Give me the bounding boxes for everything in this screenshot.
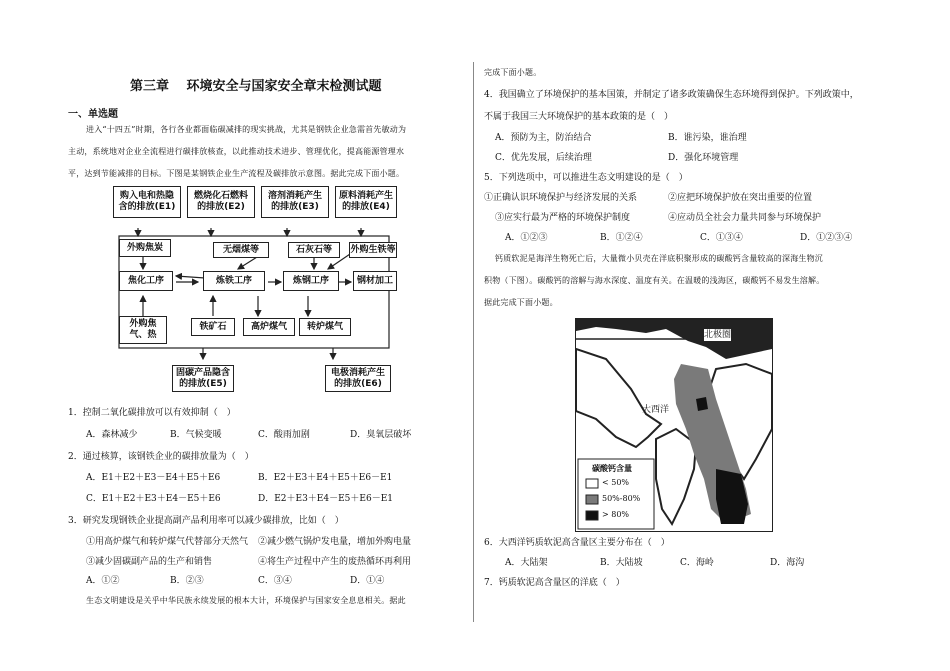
q3-item-2: ②减少燃气锅炉发电量，增加外购电量 (258, 537, 412, 547)
q1-opt-c[interactable]: C．酸雨加剧 (258, 430, 310, 440)
q3-opt-b[interactable]: B．②③ (170, 576, 204, 586)
column-divider (473, 62, 474, 622)
q6-opt-d[interactable]: D．海沟 (770, 558, 805, 568)
q2-opt-b[interactable]: B．E2＋E3＋E4＋E5＋E6－E1 (258, 473, 393, 483)
q2-opt-c[interactable]: C．E1＋E2＋E3＋E4－E5＋E6 (86, 494, 221, 504)
q2-opt-d[interactable]: D．E2＋E3＋E4－E5＋E6－E1 (258, 494, 393, 504)
q4-stem-2: 不属于我国三大环境保护的基本政策的是（ ） (484, 112, 674, 122)
box-bf-gas: 高炉煤气 (243, 318, 295, 336)
box-steelmaking: 炼钢工序 (283, 271, 339, 291)
box-coking: 焦化工序 (119, 271, 173, 291)
q4-opt-c[interactable]: C．优先发展，后续治理 (495, 153, 592, 163)
q5-opt-d[interactable]: D．①②③④ (800, 233, 853, 243)
intro2-line-2: 积物（下图）。碳酸钙的溶解与海水深度、温度有关。在温暖的浅海区，碳酸钙不易发生溶解。 (484, 276, 825, 285)
q5-item-4: ④应动员全社会力量共同参与环境保护 (668, 213, 822, 223)
page-title: 第三章 环境安全与国家安全章末检测试题 (130, 79, 382, 94)
q2-stem: 2．通过核算，该钢铁企业的碳排放量为（ ） (68, 452, 254, 462)
box-e5: 固碳产品隐含 的排放(E5) (172, 365, 234, 392)
q1-stem: 1．控制二氧化碳排放可以有效抑制（ ） (68, 408, 236, 418)
q3-stem: 3．研究发现钢铁企业提高副产品利用率可以减少碳排放，比如（ ） (68, 516, 344, 526)
q3-opt-d[interactable]: D．①④ (350, 576, 385, 586)
q1-opt-d[interactable]: D．臭氧层破坏 (350, 430, 412, 440)
intro2-line-1: 钙质软泥是海洋生物死亡后，大量微小贝壳在洋底积聚形成的碳酸钙含量较高的深海生物沉 (495, 254, 823, 263)
q5-item-2: ②应把环境保护放在突出重要的位置 (668, 193, 813, 203)
box-e1: 购入电和热隐 含的排放(E1) (113, 186, 181, 218)
intro-line-1: 进入“十四五”时期，各行各业都面临碳减排的现实挑战，尤其是钢铁企业急需首先敏动为 (86, 125, 407, 134)
q1-opt-b[interactable]: B．气候变暖 (170, 430, 222, 440)
q6-opt-a[interactable]: A．大陆架 (505, 558, 548, 568)
q4-stem-1: 4．我国确立了环境保护的基本国策，并制定了诸多政策确保生态环境得到保护。下列政策中， (484, 90, 859, 100)
atlantic-map (575, 318, 773, 532)
box-e4: 原料消耗产生 的排放(E4) (335, 186, 397, 218)
q6-stem: 6．大西洋钙质软泥高含量区主要分布在（ ） (484, 538, 670, 548)
intro-line-3: 平，达到节能减排的目标。下图是某钢铁企业生产流程及碳排放示意图。据此完成下面小题。 (68, 169, 405, 178)
box-outsourced-coke: 外购焦炭 (119, 239, 171, 257)
q7-stem: 7．钙质软泥高含量区的洋底（ ） (484, 578, 625, 588)
q6-opt-b[interactable]: B．大陆坡 (600, 558, 643, 568)
q6-opt-c[interactable]: C．海岭 (680, 558, 714, 568)
q4-opt-b[interactable]: B．谁污染，谁治理 (668, 133, 747, 143)
q3-opt-c[interactable]: C．③④ (258, 576, 292, 586)
box-coke-gas: 外购焦 气、热 (119, 316, 167, 344)
bottom-intro: 生态文明建设是关乎中华民族永续发展的根本大计，环境保护与国家安全息息相关。据此 (86, 596, 406, 605)
q4-opt-d[interactable]: D．强化环境管理 (668, 153, 739, 163)
box-converter-gas: 转炉煤气 (299, 318, 351, 336)
box-iron-ore: 铁矿石 (191, 318, 235, 336)
q5-item-3: ③应实行最为严格的环境保护制度 (495, 213, 631, 223)
flow-diagram (113, 186, 397, 362)
intro2-line-3: 据此完成下面小题。 (484, 298, 558, 307)
box-anthracite: 无烟煤等 (213, 242, 269, 258)
legend-low: < 50% (602, 478, 630, 487)
q3-item-3: ③减少固碳副产品的生产和销售 (86, 557, 213, 567)
legend-high: > 80% (602, 510, 630, 519)
q2-opt-a[interactable]: A．E1＋E2＋E3－E4＋E5＋E6 (86, 473, 221, 483)
box-e3: 溶剂消耗产生 的排放(E3) (261, 186, 329, 218)
q4-opt-a[interactable]: A．预防为主，防治结合 (495, 133, 592, 143)
right-continuation: 完成下面小题。 (484, 68, 542, 77)
intro-line-2: 主动，系统地对企业全流程进行碳排放核查，以此推动技术进步、管理优化，提高能源管理水 (68, 147, 405, 156)
box-pig-iron: 外购生铁等 (349, 242, 397, 258)
atlantic-label: 大西洋 (642, 405, 670, 415)
box-rolling: 钢材加工 (353, 271, 397, 291)
section-heading: 一、单选题 (68, 109, 118, 120)
q5-stem: 5．下列选项中，可以推进生态文明建设的是（ ） (484, 173, 688, 183)
q3-opt-a[interactable]: A．①② (86, 576, 120, 586)
q5-opt-c[interactable]: C．①③④ (700, 233, 743, 243)
legend-mid: 50%-80% (602, 494, 641, 503)
q5-opt-b[interactable]: B．①②④ (600, 233, 643, 243)
arctic-circle-label: 北极圈 (704, 330, 732, 340)
box-limestone: 石灰石等 (288, 242, 340, 258)
box-e6: 电极消耗产生 的排放(E6) (325, 365, 391, 392)
q5-item-1: ①正确认识环境保护与经济发展的关系 (484, 193, 638, 203)
q3-item-4: ④将生产过程中产生的废热循环再利用 (258, 557, 412, 567)
box-e2: 燃烧化石燃料 的排放(E2) (187, 186, 255, 218)
q1-opt-a[interactable]: A．森林减少 (86, 430, 138, 440)
box-ironmaking: 炼铁工序 (203, 271, 265, 291)
q3-item-1: ①用高炉煤气和转炉煤气代替部分天然气 (86, 537, 249, 547)
legend-title: 碳酸钙含量 (592, 463, 632, 473)
q5-opt-a[interactable]: A．①②③ (505, 233, 548, 243)
